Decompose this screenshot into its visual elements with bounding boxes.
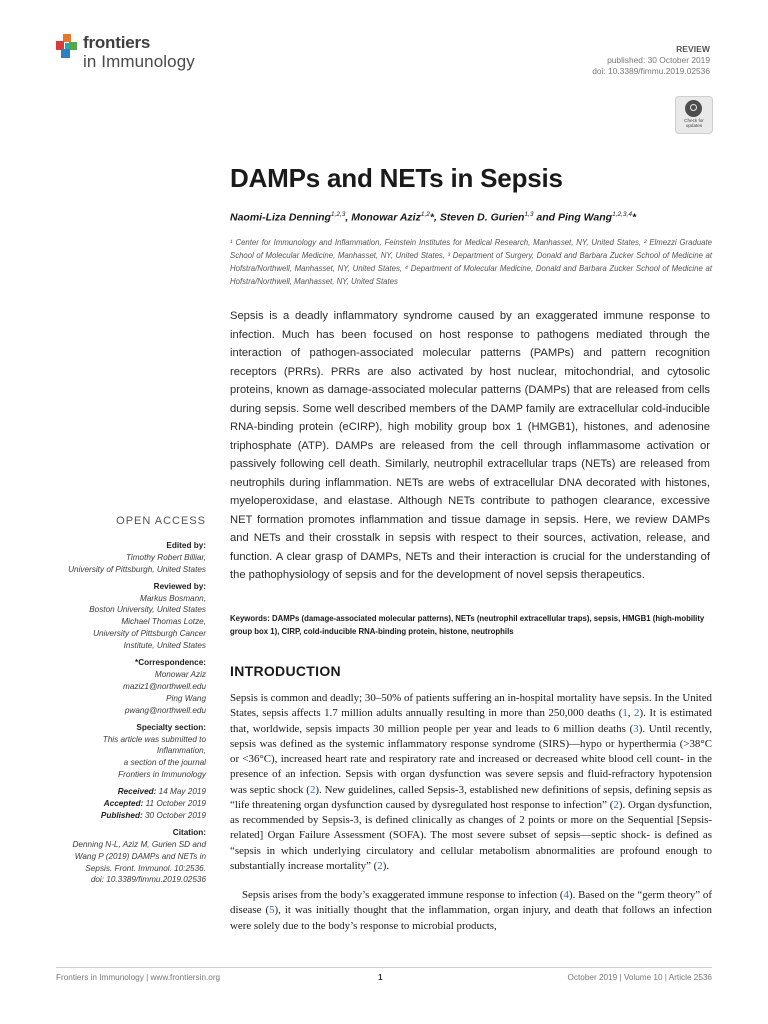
sidebar-line: University of Pittsburgh, United States	[68, 564, 206, 574]
footer-issue-info: October 2019 | Volume 10 | Article 2536	[567, 973, 712, 982]
page-number: 1	[378, 973, 383, 982]
body-text: ).	[382, 859, 390, 872]
sidebar-block-heading: Citation:	[172, 827, 206, 837]
citation-link[interactable]: 3	[633, 722, 639, 735]
body-text: Sepsis is common and deadly; 30–50% of patients suffering an in-hospital mortality have sepsis. In the United States, sepsis affects 1.7 million adults annually resulting in more than 250,000 deaths (	[230, 692, 712, 720]
citation-link[interactable]: 2	[613, 798, 619, 811]
check-for-updates-button[interactable]	[675, 96, 713, 134]
sidebar-line: a section of the journal	[123, 758, 206, 768]
date-value: 11 October 2019	[143, 799, 206, 809]
sidebar-line: University of Pittsburgh Cancer	[93, 629, 206, 639]
author-separator: ,	[433, 211, 440, 224]
author-list	[230, 211, 636, 224]
publication-info	[592, 44, 710, 77]
date-row	[36, 786, 206, 798]
citation-link[interactable]: 2	[309, 783, 316, 796]
sidebar-line: Ping Wang	[166, 693, 206, 703]
sidebar-block	[36, 540, 206, 576]
author-affiliation-marker: 1,3	[524, 211, 534, 218]
article-title: DAMPs and NETs in Sepsis	[230, 163, 563, 193]
logo-square-teal	[65, 43, 70, 49]
author-name[interactable]: Ping Wang	[558, 211, 613, 224]
footer-journal-url[interactable]: Frontiers in Immunology | www.frontiersin.org	[56, 973, 221, 982]
author-name[interactable]: Naomi-Liza Denning	[230, 211, 331, 224]
sidebar-line: Markus Bosmann,	[140, 593, 206, 603]
correspondence-email[interactable]: maziz1@northwell.edu	[123, 681, 206, 691]
sidebar-block	[36, 827, 206, 887]
sidebar-block	[36, 657, 206, 717]
intro-paragraph-1	[230, 691, 712, 874]
citation-link[interactable]: 5	[269, 904, 275, 917]
check-updates-icon	[685, 100, 702, 117]
logo-square-orange	[63, 34, 71, 42]
date-row	[36, 810, 206, 822]
logo-square-blue	[61, 49, 70, 58]
body-text: ), it was initially thought that the inflammation, organ injury, and death that follows an infection were solely due to the body’s response to microbial products,	[230, 904, 712, 932]
date-label: Received:	[117, 787, 157, 797]
sidebar-block-heading: *Correspondence:	[135, 658, 206, 668]
citation-link[interactable]: 1	[622, 707, 628, 720]
author-affiliation-marker: 1,2,3,4	[612, 211, 632, 218]
logo-square-red	[56, 41, 64, 50]
sidebar-block	[36, 722, 206, 782]
sidebar-block-heading: Reviewed by:	[153, 581, 206, 591]
citation-link[interactable]: 2	[377, 859, 383, 872]
logo-journal-text: in Immunology	[83, 52, 195, 71]
body-text: ). It is estimated that, worldwide, sepsis impacts 30 million people per year and leads to 6 million deaths (	[230, 707, 712, 735]
body-text: ). New guidelines, called Sepsis-3, established new definitions of sepsis, defining sepsis as “life threatening organ dysfunction caused by dysregulated host response to infection” (	[230, 783, 712, 811]
sidebar-line: Timothy Robert Billiar,	[125, 552, 206, 562]
sidebar-block	[36, 581, 206, 652]
date-value: 30 October 2019	[142, 810, 206, 820]
date-row	[36, 798, 206, 810]
sidebar-line: Inflammation,	[156, 746, 206, 756]
body-text: ). Organ dysfunction, as recommended by Sepsis-3, is defined clinically as changes of 2 points or more on the Sequential [Sepsis-related] Organ Failure Assessment (SOFA). The most severe subset of sepsis—septic shock- is defined as “sepsis in which underlying circulatory and cellular metabolism abnormalities are profound enough to substantially increase mortality” (	[230, 798, 712, 872]
citation-link[interactable]: 2	[634, 707, 640, 720]
affiliations: ¹ Center for Immunology and Inflammation, Feinstein Institutes for Medical Research, Manhasset, NY, United States, ² Elmezzi Graduate School of Molecular Medicine, Manhasset, NY, United States, ³ Department of Surgery, Donald and Barbara Zucker School of Medicine at Hofstra/Northwell, Manhasset, NY, United States, ⁴ Department of Molecular Medicine, Donald and Barbara Zucker School of Medicine at Hofstra/Northwell, Manhasset, NY, United States	[230, 238, 712, 286]
author-separator: ,	[345, 211, 352, 224]
intro-paragraph-2	[230, 888, 712, 934]
author-separator: and	[533, 211, 558, 224]
body-text: ,	[627, 707, 635, 720]
corresponding-author-marker: *	[429, 211, 434, 224]
body-text: Sepsis arises from the body’s exaggerated immune response to infection (	[242, 889, 564, 901]
author-name[interactable]: Monowar Aziz	[351, 211, 421, 224]
sidebar-block-heading: Edited by:	[166, 540, 206, 550]
journal-logo	[56, 32, 226, 82]
sidebar-line: Michael Thomas Lotze,	[121, 617, 206, 627]
article-doi[interactable]: doi: 10.3389/fimmu.2019.02536	[592, 66, 710, 76]
sidebar-line: doi: 10.3389/fimmu.2019.02536	[90, 875, 206, 885]
citation-link[interactable]: 4	[563, 889, 569, 901]
author-affiliation-marker: 1,2,3	[330, 211, 346, 218]
date-value: 14 May 2019	[156, 787, 206, 797]
sidebar-spacer	[36, 886, 206, 891]
author-name[interactable]: Steven D. Gurien	[439, 211, 525, 224]
keywords: Keywords: DAMPs (damage-associated molecular patterns), NETs (neutrophil extracellular traps), sepsis, HMGB1 (high-mobility group box 1), CIRP, cold-inducible RNA-binding protein, histone, neutrophils	[230, 614, 705, 636]
section-heading-introduction: INTRODUCTION	[230, 663, 341, 679]
date-label: Published:	[100, 810, 143, 820]
article-info-sidebar	[36, 516, 206, 891]
sidebar-line: Institute, United States	[123, 641, 206, 651]
check-updates-label: Check for updates	[684, 118, 704, 128]
sidebar-block-heading: Specialty section:	[136, 722, 206, 732]
sidebar-line: This article was submitted to	[102, 734, 206, 744]
body-text: ). Until recently, sepsis was defined as the systemic inflammatory response syndrome (SIRS)—hypo or hyperthermia (>38°C or <36°C), increased heart rate and respiratory rate and increased or decreased white blood cell count- in the presence of an infection. Sepsis with organ dysfunction was severe sepsis and fluid-refractory hypotension was septic shock (	[230, 722, 712, 796]
sidebar-line: Monowar Aziz	[154, 669, 206, 679]
author-affiliation-marker: 1,2	[420, 211, 430, 218]
published-date: published: 30 October 2019	[607, 55, 710, 65]
frontiers-logo-icon	[56, 34, 80, 60]
sidebar-line: Boston University, United States	[89, 605, 206, 615]
sidebar-line: Frontiers in Immunology	[118, 770, 206, 780]
article-type: REVIEW	[676, 44, 710, 54]
logo-frontiers-text: frontiers	[83, 33, 151, 52]
date-label: Accepted:	[103, 799, 144, 809]
footer-divider	[56, 967, 712, 968]
abstract: Sepsis is a deadly inflammatory syndrome caused by an exaggerated immune response to infection. Much has been focused on host response to pathogens mediated through the interaction of pathogen-associated molecular patterns (PAMPs) and pattern recognition receptors (PRRs). PRRs are also activated by host nuclear, mitochondrial, and cytosolic proteins, known as damage-associated molecular patterns (DAMPs) that are released from cells during sepsis. Some well described members of the DAMP family are extracellular cold-inducible RNA-binding protein (eCIRP), high mobility group box 1 (HMGB1), histones, and adenosine triphosphate (ATP). DAMPs are released from the cell through inflammasome activation or passively following cell death. Similarly, neutrophil extracellular traps (NETs) are released from neutrophils during inflammation. NETs are webs of extracellular DNA decorated with histones, myeloperoxidase, and elastase. Although NETs contribute to pathogen clearance, excessive NET formation promotes inflammation and tissue damage in sepsis. Here, we review DAMPs and NETs and their crosstalk in sepsis with respect to their sources, activation, release, and function. A clear grasp of DAMPs, NETs and their interaction is crucial for the understanding of the pathophysiology of sepsis and for the development of novel sepsis therapeutics.	[230, 310, 710, 581]
body-text: ). Based on the “germ theory” of disease (	[230, 889, 713, 917]
logo-square-green	[69, 42, 77, 50]
corresponding-author-marker: *	[631, 211, 637, 224]
sidebar-line: Sepsis. Front. Immunol. 10:2536.	[85, 863, 206, 873]
sidebar-block	[36, 786, 206, 822]
correspondence-email[interactable]: pwang@northwell.edu	[124, 705, 206, 715]
open-access-label: OPEN ACCESS	[116, 515, 206, 527]
sidebar-line: Denning N-L, Aziz M, Gurien SD and	[72, 839, 206, 849]
sidebar-line: Wang P (2019) DAMPs and NETs in	[74, 851, 206, 861]
